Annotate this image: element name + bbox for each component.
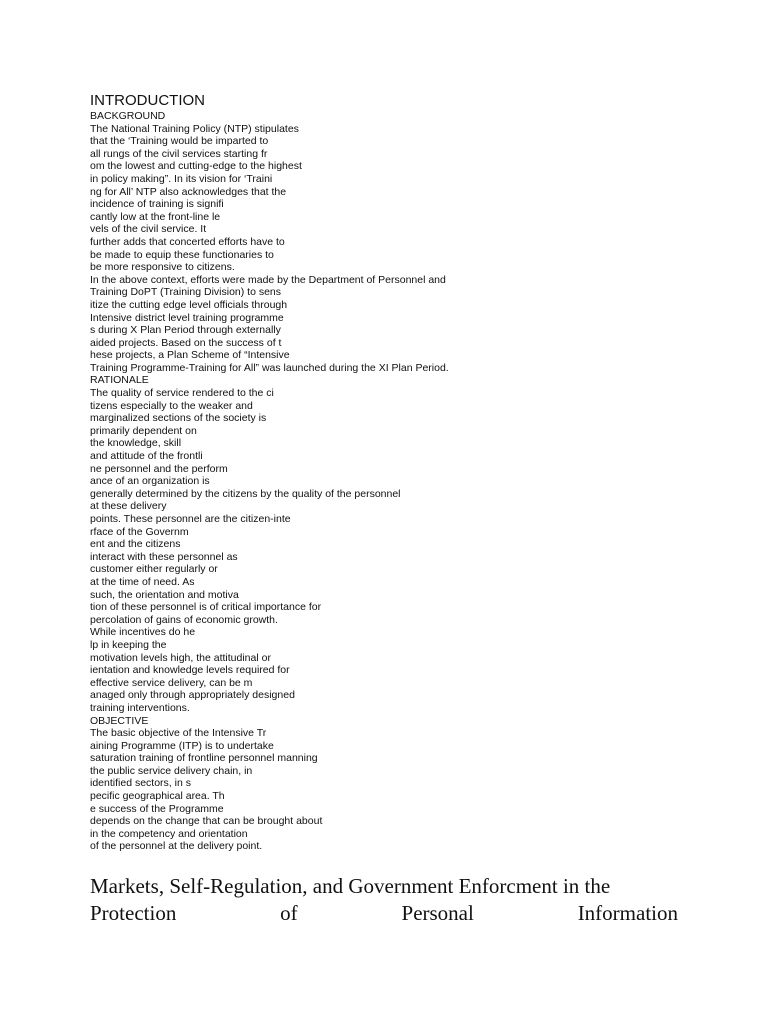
body-line: training interventions.	[90, 701, 190, 714]
heading-word: of	[280, 901, 298, 925]
body-line: tizens especially to the weaker and	[90, 399, 253, 412]
body-line: points. These personnel are the citizen-inte	[90, 513, 291, 525]
body-line: that the ‘Training would be imparted to	[90, 135, 269, 148]
body-line: be more responsive to citizens.	[90, 261, 235, 274]
body-line: motivation levels high, the attitudinal or	[90, 651, 271, 664]
body-line: rface of the Governm	[90, 525, 189, 538]
body-line: The quality of service rendered to the ci	[90, 387, 274, 400]
body-line: effective service delivery, can be m	[90, 676, 253, 689]
heading-word: Protection	[90, 901, 177, 925]
body-line: s during X Plan Period through externally	[90, 324, 281, 337]
body-line: in policy making”. In its vision for ‘Traini	[90, 172, 273, 185]
document-body	[90, 110, 510, 853]
body-line: Training Programme-Training for All” was launched during the XI Plan Period.	[90, 361, 449, 374]
body-line: interact with these personnel as	[90, 550, 238, 563]
body-line: The National Training Policy (NTP) stipulates	[90, 122, 299, 135]
body-line: all rungs of the civil services starting fr	[90, 147, 268, 160]
heading-line-1: Markets, Self-Regulation, and Government Enforcment in the	[90, 874, 611, 898]
body-line: aining Programme (ITP) is to undertake	[90, 739, 274, 752]
body-line: of the personnel at the delivery point.	[90, 840, 263, 853]
body-line: e success of the Programme	[90, 802, 224, 815]
body-line: saturation training of frontline personnel manning	[90, 752, 318, 765]
body-line: itize the cutting edge level officials through	[90, 298, 288, 311]
paper-heading	[90, 873, 678, 927]
body-line: percolation of gains of economic growth.	[90, 613, 278, 626]
body-line: cantly low at the front-line le	[90, 210, 221, 223]
body-line: the knowledge, skill	[90, 437, 182, 450]
body-line: ent and the citizens	[90, 538, 181, 551]
body-line: aided projects. Based on the success of t	[90, 336, 282, 349]
body-line: lp in keeping the	[90, 638, 167, 651]
body-line: customer either regularly or	[90, 563, 218, 576]
body-line: RATIONALE	[90, 374, 149, 387]
body-line: The basic objective of the Intensive Tr	[90, 727, 267, 740]
body-line: While incentives do he	[90, 626, 196, 639]
body-line: in the competency and orientation	[90, 827, 248, 840]
body-line: ng for All’ NTP also acknowledges that the	[90, 185, 287, 198]
body-line: Intensive district level training programme	[90, 311, 284, 324]
body-line: at the time of need. As	[90, 575, 195, 588]
heading-word: Personal	[401, 901, 474, 925]
body-line: and attitude of the frontli	[90, 450, 203, 463]
heading-line-2	[90, 900, 678, 927]
body-line: generally determined by the citizens by the quality of the personnel	[90, 487, 401, 500]
body-line: depends on the change that can be brought about	[90, 815, 323, 828]
body-line: vels of the civil service. It	[90, 223, 207, 236]
body-line: primarily dependent on	[90, 424, 197, 437]
body-line: incidence of training is signifi	[90, 198, 224, 211]
body-line: be made to equip these functionaries to	[90, 248, 274, 261]
document-title: INTRODUCTION	[90, 92, 205, 109]
body-line: In the above context, efforts were made by the Department of Personnel and	[90, 273, 446, 286]
body-line: ne personnel and the perform	[90, 462, 228, 475]
body-line: tion of these personnel is of critical importance for	[90, 601, 322, 614]
body-line: such, the orientation and motiva	[90, 588, 239, 601]
heading-word: Information	[577, 901, 678, 925]
body-line: anaged only through appropriately designed	[90, 689, 295, 702]
body-line: at these delivery	[90, 500, 167, 513]
body-line: pecific geographical area. Th	[90, 790, 225, 803]
body-line: OBJECTIVE	[90, 714, 149, 727]
body-line: hese projects, a Plan Scheme of “Intensive	[90, 349, 290, 362]
body-line: the public service delivery chain, in	[90, 764, 253, 777]
body-line: ientation and knowledge levels required for	[90, 664, 290, 677]
body-line: BACKGROUND	[90, 110, 166, 122]
body-line: further adds that concerted efforts have to	[90, 235, 285, 248]
body-line: om the lowest and cutting-edge to the highest	[90, 160, 302, 173]
body-line: identified sectors, in s	[90, 777, 191, 790]
body-line: Training DoPT (Training Division) to sens	[90, 286, 282, 299]
body-line: marginalized sections of the society is	[90, 412, 267, 425]
body-line: ance of an organization is	[90, 475, 210, 488]
